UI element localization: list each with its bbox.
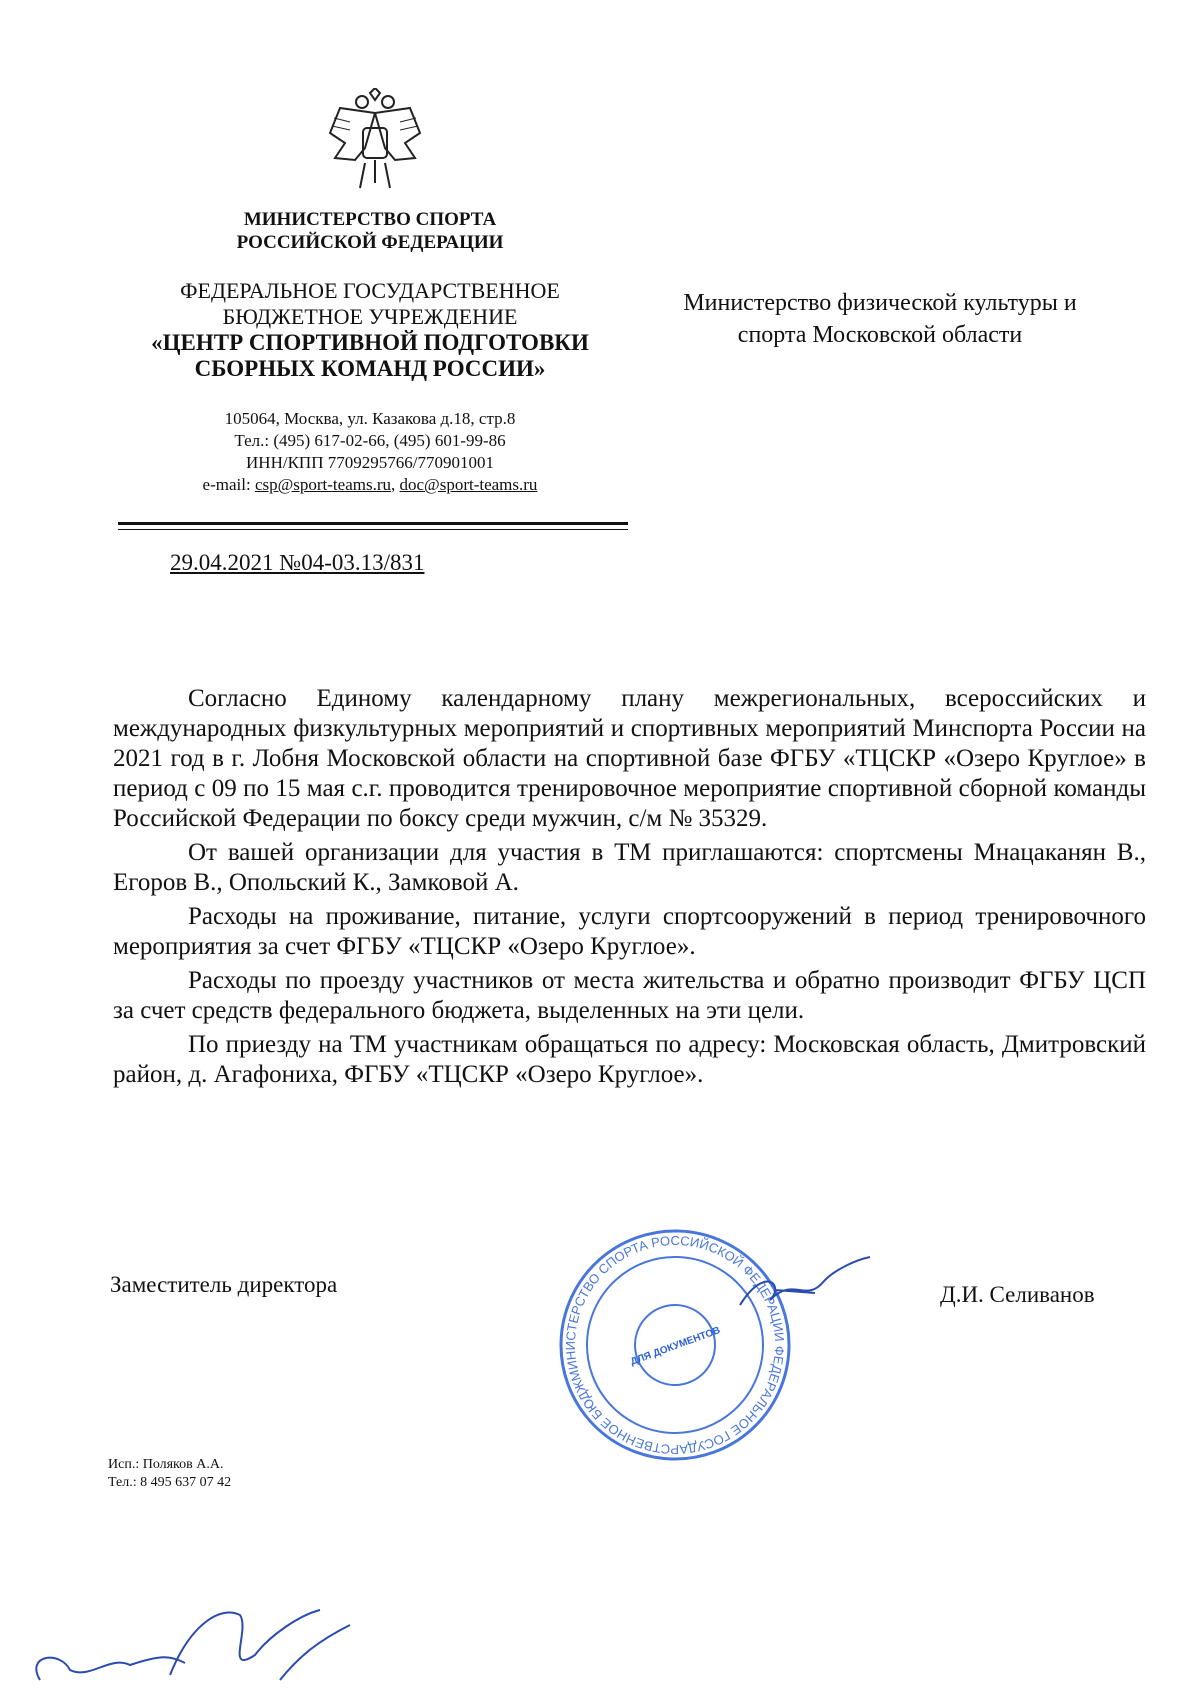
ministry-name (100, 208, 640, 254)
recipient-line: Министерство физической культуры и (683, 290, 1077, 316)
divider (118, 522, 628, 525)
divider (118, 529, 628, 530)
org-line: СБОРНЫХ КОМАНД РОССИИ» (194, 356, 546, 381)
signer-position: Заместитель директора (110, 1272, 338, 1297)
coat-of-arms-emblem (320, 88, 430, 198)
signer-name: Д.И. Селиванов (940, 1282, 1095, 1307)
paragraph: По приезду на ТМ участникам обращаться по адресу: Московская область, Дмитровский район, д. Агафониха, ФГБУ «ТЦСКР «Озеро Круглое». (113, 1031, 1146, 1088)
contact-block (100, 408, 640, 496)
official-stamp (521, 1191, 829, 1499)
email-label: e-mail: (202, 475, 255, 494)
registration-number: 29.04.2021 №04-03.13/831 (170, 550, 425, 575)
org-line: ФЕДЕРАЛЬНОЕ ГОСУДАРСТВЕННОЕ (180, 278, 560, 303)
executor-name: Исп.: Поляков А.А. (108, 1457, 224, 1472)
stamp-ring-text: МИНИСТЕРСТВО СПОРТА РОССИЙСКОЙ ФЕДЕРАЦИИ ФЕДЕРАЛЬНОЕ ГОСУДАРСТВЕННОЕ БЮДЖЕТНОЕ УЧРЕЖДЕНИЕ ЦЕНТР СПОРТИВНОЙ ПОДГОТОВКИ СБОРНЫХ КОМАНД РОССИИ МОСКВА ОГРН 1027739 (521, 1232, 788, 1458)
phones: Тел.: (495) 617-02-66, (495) 601-99-86 (234, 431, 506, 450)
recipient-line: спорта Московской области (737, 322, 1023, 348)
paragraph: Расходы на проживание, питание, услуги спортсооружений в период тренировочного мероприятия за счет ФГБУ «ТЦСКР «Озеро Круглое». (113, 903, 1146, 960)
organization-name (100, 278, 640, 382)
address: 105064, Москва, ул. Казакова д.18, стр.8 (224, 409, 516, 428)
inn-kpp: ИНН/КПП 7709295766/770901001 (246, 453, 494, 472)
executor-phone: Тел.: 8 495 637 07 42 (108, 1475, 232, 1490)
ministry-line: РОССИЙСКОЙ ФЕДЕРАЦИИ (236, 232, 504, 253)
paragraph: Расходы по проезду участников от места жительства и обратно производит ФГБУ ЦСП за счет средств федерального бюджета, выделенных на эти цели. (113, 967, 1146, 1024)
paragraph: От вашей организации для участия в ТМ приглашаются: спортсмены Мнацаканян В., Егоров В., Опольский К., Замковой А. (113, 839, 1146, 896)
email-separator: , (391, 475, 400, 494)
paragraph: Согласно Единому календарному плану межрегиональных, всероссийских и международных физкультурных мероприятий и спортивных мероприятий Минспорта России на 2021 год в г. Лобня Московской области на спортивной базе ФГБУ «ТЦСКР «Озеро Круглое» в период с 09 по 15 мая с.г. проводится тренировочное мероприятие спортивной сборной команды Российской Федерации по боксу среди мужчин, с/м № 35329. (113, 685, 1146, 832)
letter-body (113, 684, 1146, 1094)
stamp-center-text: ДЛЯ ДОКУМЕНТОВ (629, 1325, 722, 1368)
executor-info (108, 1456, 231, 1492)
recipient (650, 287, 1110, 351)
ministry-line: МИНИСТЕРСТВО СПОРТА (243, 209, 497, 230)
email-link[interactable]: doc@sport-teams.ru (399, 475, 538, 494)
email-link[interactable]: csp@sport-teams.ru (254, 475, 391, 494)
org-line: «ЦЕНТР СПОРТИВНОЙ ПОДГОТОВКИ (151, 330, 589, 355)
approval-signature (20, 1585, 360, 1700)
org-line: БЮДЖЕТНОЕ УЧРЕЖДЕНИЕ (222, 304, 518, 329)
handwritten-signature (735, 1255, 875, 1330)
